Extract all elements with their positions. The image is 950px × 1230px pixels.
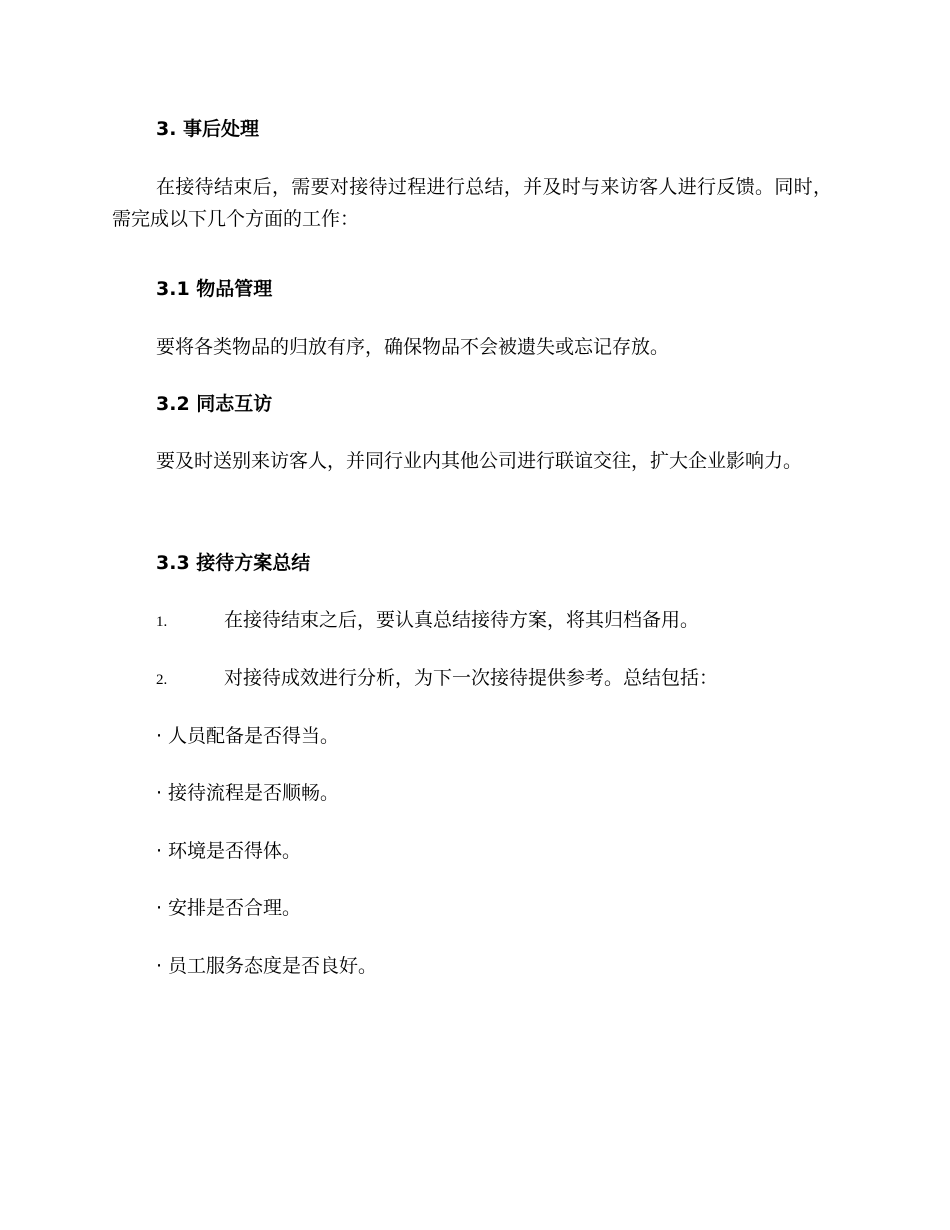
bullet-item [156, 781, 339, 805]
bullet-text: 人员配备是否得当。 [168, 725, 340, 747]
list-item [156, 666, 718, 692]
list-text: 对接待成效进行分析，为下一次接待提供参考。总结包括： [224, 667, 719, 689]
bullet-text: 安排是否合理。 [168, 897, 302, 919]
section-3-1-text: 要将各类物品的归放有序，确保物品不会被遗失或忘记存放。 [156, 336, 670, 358]
bullet-icon: · [156, 897, 163, 919]
bullet-item [156, 724, 339, 748]
bullet-icon: · [156, 955, 163, 977]
list-text: 在接待结束之后，要认真总结接待方案，将其归档备用。 [224, 609, 700, 631]
section-3-intro: 在接待结束后，需要对接待过程进行总结，并及时与来访客人进行反馈。同时，需完成以下几个方面的工作： [112, 176, 832, 230]
bullet-item [156, 896, 301, 920]
bullet-text: 环境是否得体。 [168, 840, 302, 862]
bullet-text: 员工服务态度是否良好。 [168, 955, 378, 977]
bullet-item [156, 954, 377, 978]
section-3-heading: 3. 事后处理 [156, 118, 260, 140]
section-3-3-heading: 3.3 接待方案总结 [156, 552, 311, 574]
section-3-2-text: 要及时送别来访客人，并同行业内其他公司进行联谊交往，扩大企业影响力。 [156, 450, 803, 472]
list-number: 1. [156, 614, 168, 630]
list-item [156, 608, 699, 634]
bullet-icon: · [156, 840, 163, 862]
section-3-2-heading: 3.2 同志互访 [156, 393, 273, 415]
bullet-text: 接待流程是否顺畅。 [168, 782, 340, 804]
bullet-icon: · [156, 782, 163, 804]
bullet-icon: · [156, 725, 163, 747]
section-3-1-heading: 3.1 物品管理 [156, 278, 273, 300]
list-number: 2. [156, 672, 168, 688]
bullet-item [156, 839, 301, 863]
